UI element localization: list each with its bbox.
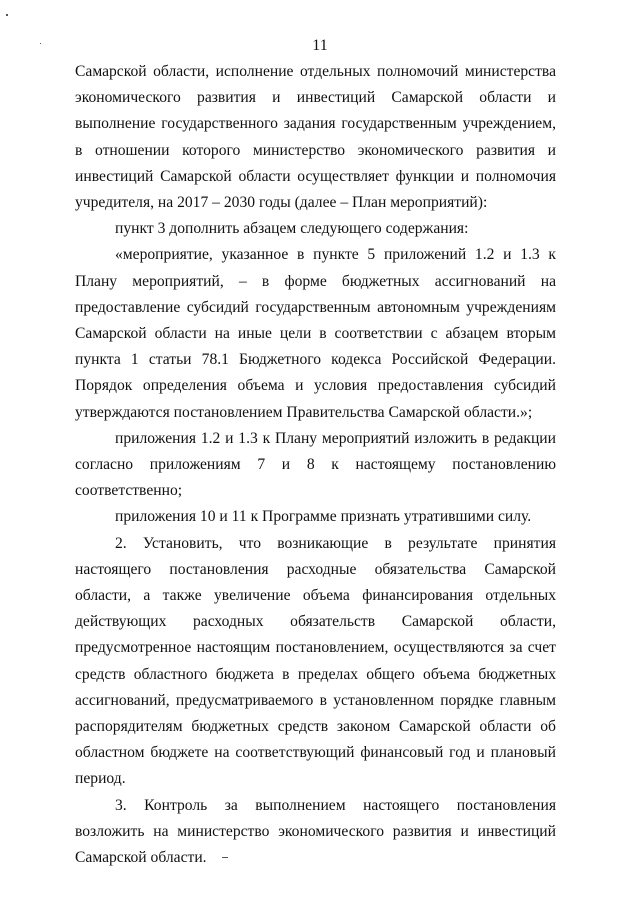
scan-speck: [40, 43, 41, 44]
paragraph-continuation: Самарской области, исполнение отдельных полномочий министерства экономического развития и инвестиций Самарской области и выполнение государственного задания государственным учреждением, в отношении которого министерство экономического развития и инвестиций Самарской области осуществляет функции и полномочия учредителя, на 2017 – 2030 годы (далее – План мероприятий):: [75, 63, 556, 212]
paragraph-quoted-text: «мероприятие, указанное в пункте 5 приложений 1.2 и 1.3 к Плану мероприятий, – в форме бюджетных ассигнований на предоставление субсидий государственным автономным учреждениям Самарской области на иные цели в соответствии с абзацем вторым пункта 1 статьи 78.1 Бюджетного кодекса Российской Федерации. Порядок определения объема и условия предоставления субсидий утверждаются постановлением Правительства Самарской области.»;: [75, 246, 556, 421]
document-body: [75, 59, 556, 871]
paragraph-appendices-edit: приложения 1.2 и 1.3 к Плану мероприятий изложить в редакции согласно приложениям 7 и 8 к настоящему постановлению соответственно;: [75, 429, 556, 500]
scan-speck: [6, 14, 8, 16]
paragraph-clause-3: 3. Контроль за выполнением настоящего постановления возложить на министерство экономического развития и инвестиций Самарской области.: [75, 796, 556, 867]
paragraph-clause-2: 2. Установить, что возникающие в результате принятия настоящего постановления расходные обязательства Самарской области, а также увеличение объема финансирования отдельных действующих расходных обязательств Самарской области, предусмотренное настоящим постановлением, осуществляются за счет средств областного бюджета в пределах общего объема бюджетных ассигнований, предусматриваемого в установленном порядке главным распорядителям бюджетных средств законом Самарской области об областном бюджете на соответствующий финансовый год и плановый период.: [75, 534, 556, 788]
page-number: 11: [312, 37, 328, 54]
paragraph-appendices-void: приложения 10 и 11 к Программе признать утратившими силу.: [115, 508, 532, 526]
paragraph-item-3-addition: пункт 3 дополнить абзацем следующего содержания:: [115, 220, 469, 238]
scan-speck: [222, 857, 228, 858]
